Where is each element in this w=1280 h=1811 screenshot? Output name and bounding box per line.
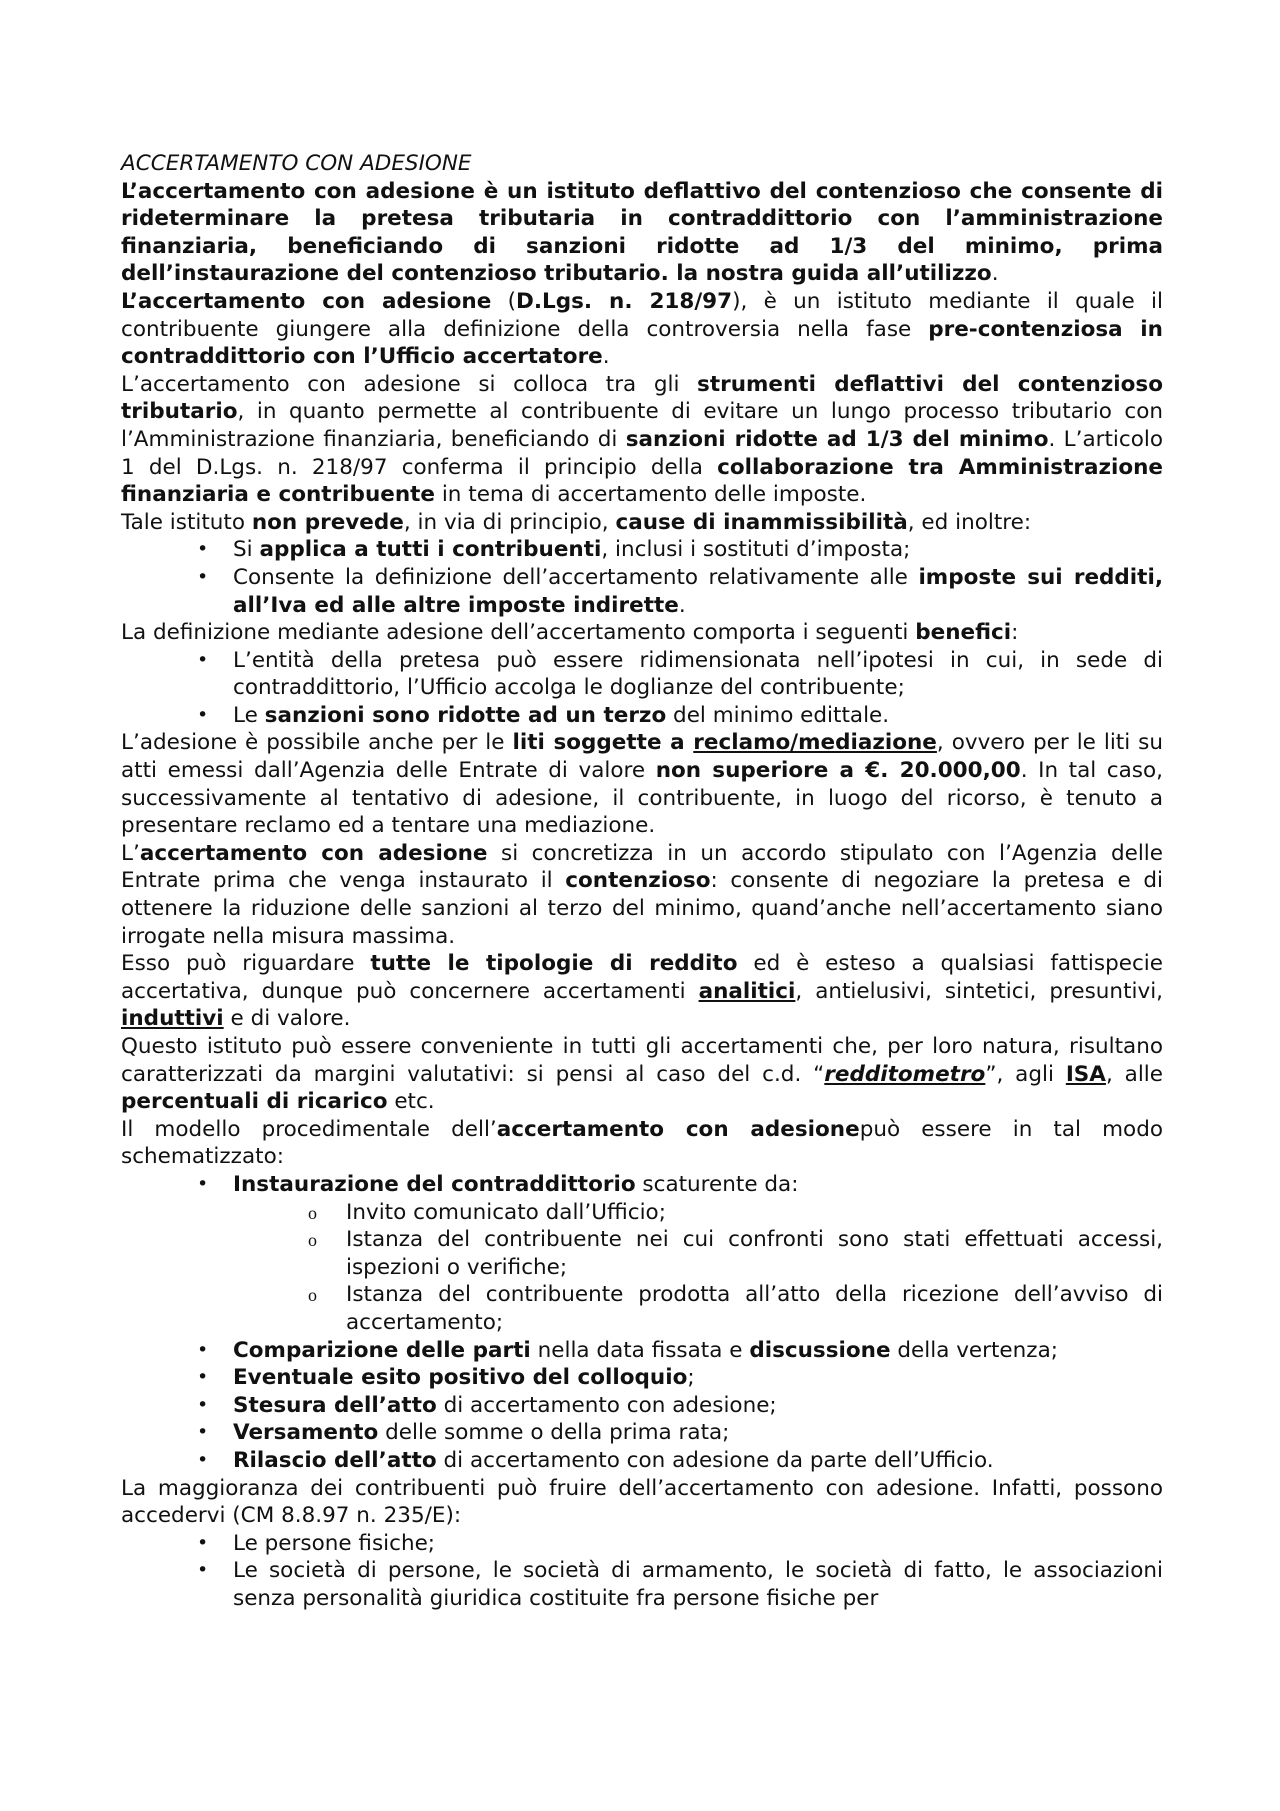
list-item: • Consente la definizione dell’accertamento relativamente alle imposte sui redditi, all’Iva ed alle altre imposte indirette. [197, 564, 1163, 618]
intro-paragraph: L’accertamento con adesione è un istituto deflattivo del contenzioso che consente di rideterminare la pretesa tributaria in contraddittorio con l’amministrazione finanziaria, beneficiando di sanzioni ridotte ad 1/3 del minimo, prima dell’instaurazione del contenzioso tributario. la nostra guida all’utilizzo. [121, 178, 1163, 287]
paragraph-definition: L’accertamento con adesione (D.Lgs. n. 218/97), è un istituto mediante il quale il contribuente giungere alla definizione della controversia nella fase pre-contenziosa in contraddittorio con l’Ufficio accertatore. [121, 288, 1163, 370]
induttivi-link[interactable]: induttivi [121, 1006, 224, 1032]
bullet-icon: • [197, 703, 209, 726]
list-item: • Si applica a tutti i contribuenti, inclusi i sostituti d’imposta; [197, 537, 911, 563]
document-body [121, 150, 1163, 1612]
list-item: • Comparizione delle parti nella data fissata e discussione della vertenza; [197, 1337, 1058, 1363]
document-title: ACCERTAMENTO CON ADESIONE [121, 151, 472, 176]
list-item: • L’entità della pretesa può essere ridimensionata nell’ipotesi in cui, in sede di contraddittorio, l’Ufficio accolga le doglianze del contribuente; [197, 647, 1163, 701]
bullet-icon: • [197, 1393, 209, 1416]
bullet-icon: • [197, 1531, 209, 1554]
procedure-list [121, 1171, 1163, 1475]
paragraph-redditometro: Questo istituto può essere conveniente in tutti gli accertamenti che, per loro natura, risultano caratterizzati da margini valutativi: si pensi al caso del c.d. “redditometro”, agli ISA, alle percentuali di ricarico etc. [121, 1034, 1163, 1115]
sub-list [121, 1199, 1163, 1337]
benefits-list [121, 647, 1163, 730]
paragraph-benefici: La definizione mediante adesione dell’accertamento comporta i seguenti benefici: [121, 620, 1019, 646]
list-item: • Eventuale esito positivo del colloquio; [197, 1365, 695, 1391]
list-item: • Versamento delle somme o della prima rata; [197, 1420, 730, 1446]
paragraph-deflattivi: L’accertamento con adesione si colloca tra gli strumenti deflattivi del contenzioso tributario, in quanto permette al contribuente di evitare un lungo processo tributario con l’Amministrazione finanziaria, beneficiando di sanzioni ridotte ad 1/3 del minimo. L’articolo 1 del D.Lgs. n. 218/97 conferma il principio della collaborazione tra Amministrazione finanziaria e contribuente in tema di accertamento delle imposte. [121, 371, 1164, 508]
circle-bullet-icon: o [308, 1285, 317, 1306]
paragraph-inammissibilita: Tale istituto non prevede, in via di principio, cause di inammissibilità, ed inoltre: [121, 509, 1032, 535]
bullet-icon: • [197, 1421, 209, 1444]
eligible-list [121, 1530, 1163, 1613]
list-item: • Le società di persone, le società di armamento, le società di fatto, le associazioni senza personalità giuridica costituite fra persone fisiche per [197, 1558, 1163, 1611]
isa-link[interactable]: ISA [1065, 1061, 1106, 1087]
bullet-icon: • [197, 565, 209, 588]
bullet-icon: • [197, 1559, 209, 1582]
paragraph-modello: Il modello procedimentale dell’accertamento con adesionepuò essere in tal modo schematizzato: [121, 1116, 1164, 1170]
paragraph-tipologie: Esso può riguardare tutte le tipologie di reddito ed è esteso a qualsiasi fattispecie accertativa, dunque può concernere accertamenti analitici, antielusivi, sintetici, presuntivi, induttivi e di valore. [121, 951, 1164, 1032]
bullet-icon: • [197, 1448, 209, 1471]
bullet-icon: • [197, 1366, 209, 1389]
redditometro-link[interactable]: redditometro [824, 1061, 986, 1087]
bullet-icon: • [197, 648, 209, 671]
list-item: • Stesura dell’atto di accertamento con adesione; [197, 1392, 777, 1418]
list-item: • Instaurazione del contraddittorio scaturente da: o Invito comunicato dall’Ufficio; o Istanza del contribuente nei cui confronti sono stati effettuati accessi, ispezioni o verifiche; o Istanza del contribuente prodotta all’atto della ricezione dell’avviso di accertamento; [121, 1171, 1163, 1337]
paragraph-maggioranza: La maggioranza dei contribuenti può fruire dell’accertamento con adesione. Infatti, possono accedervi (CM 8.8.97 n. 235/E): [121, 1475, 1163, 1529]
list-item: • Rilascio dell’atto di accertamento con adesione da parte dell’Ufficio. [197, 1447, 994, 1473]
analitici-link[interactable]: analitici [698, 978, 796, 1004]
list-item: • Le sanzioni sono ridotte ad un terzo del minimo edittale. [197, 702, 890, 728]
circle-bullet-icon: o [308, 1202, 317, 1223]
sub-list-item: o Invito comunicato dall’Ufficio; [121, 1199, 1163, 1227]
bullet-icon: • [197, 538, 209, 561]
sub-list-item: o Istanza del contribuente prodotta all’atto della ricezione dell’avviso di accertamento; [308, 1282, 1163, 1335]
circle-bullet-icon: o [308, 1230, 317, 1251]
reclamo-mediazione-link[interactable]: reclamo/mediazione [693, 730, 937, 756]
bullet-icon: • [197, 1338, 209, 1361]
features-list [121, 536, 1163, 619]
paragraph-accordo: L’accertamento con adesione si concretizza in un accordo stipulato con l’Agenzia delle Entrate prima che venga instaurato il contenzioso: consente di negoziare la pretesa e di ottenere la riduzione delle sanzioni al terzo del minimo, quand’anche nell’accertamento siano irrogate nella misura massima. [121, 840, 1163, 949]
list-item: • Le persone fisiche; [197, 1530, 436, 1556]
sub-list-item: o Istanza del contribuente nei cui confronti sono stati effettuati accessi, ispezioni o verifiche; [308, 1227, 1163, 1280]
bullet-icon: • [197, 1172, 209, 1195]
paragraph-reclamo: L’adesione è possibile anche per le liti soggette a reclamo/mediazione, ovvero per le liti su atti emessi dall’Agenzia delle Entrate di valore non superiore a €. 20.000,00. In tal caso, successivamente al tentativo di adesione, il contribuente, in luogo del ricorso, è tenuto a presentare reclamo ed a tentare una mediazione. [121, 730, 1164, 839]
